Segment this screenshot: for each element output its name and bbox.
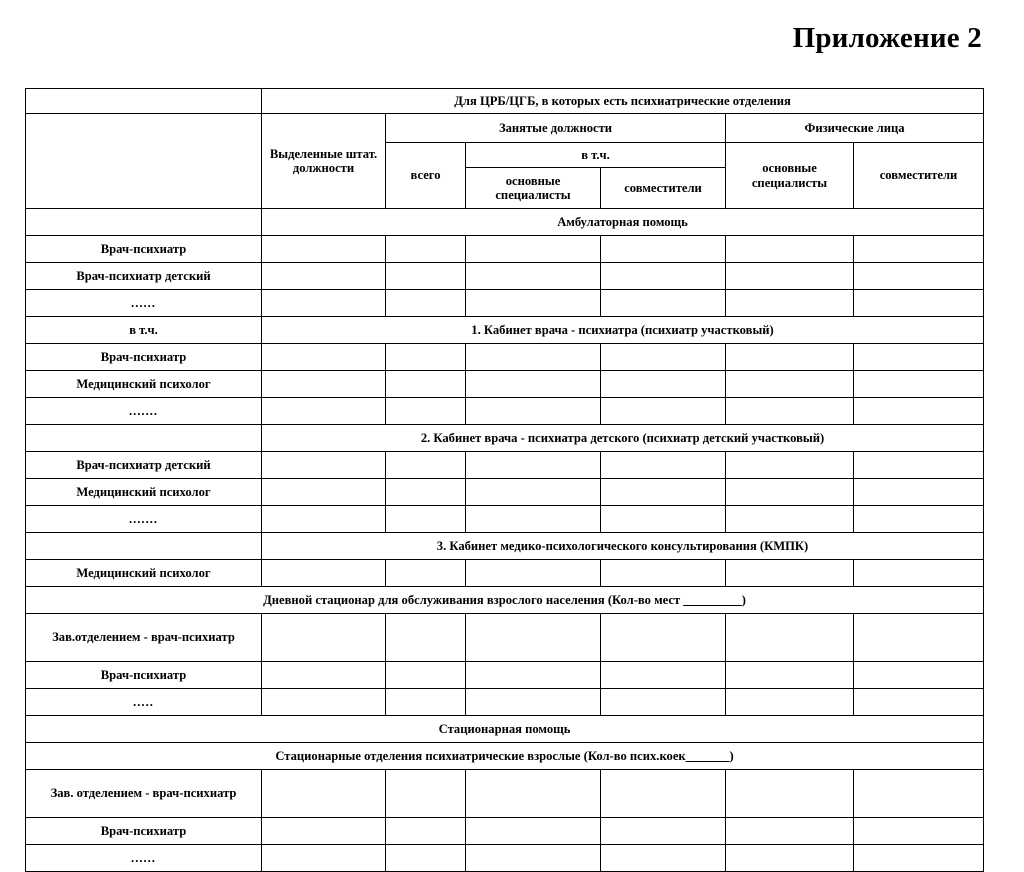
- cell-allocated[interactable]: [262, 263, 386, 290]
- row-label-psychiatrist: Врач-психиатр: [26, 236, 262, 263]
- cell-allocated[interactable]: [262, 452, 386, 479]
- row-label-medical-psychologist: Медицинский психолог: [26, 479, 262, 506]
- cell-allocated[interactable]: [262, 371, 386, 398]
- cell-occupied-main[interactable]: [466, 452, 601, 479]
- table-row: [26, 479, 984, 506]
- cell-persons-parttime[interactable]: [854, 770, 984, 818]
- cell-occupied-main[interactable]: [466, 398, 601, 425]
- table-row-banner: [26, 89, 984, 114]
- cell-occupied-total[interactable]: [386, 479, 466, 506]
- table-row: [26, 662, 984, 689]
- cell-persons-main[interactable]: [726, 371, 854, 398]
- day-hospital-blank-field[interactable]: ________: [683, 592, 742, 607]
- cell-persons-parttime[interactable]: [854, 398, 984, 425]
- row-label-dots: .....: [26, 689, 262, 716]
- cell-persons-parttime[interactable]: [854, 845, 984, 872]
- cell-occupied-parttime[interactable]: [601, 506, 726, 533]
- table-row: [26, 371, 984, 398]
- page-title: Приложение 2: [792, 22, 982, 54]
- cell-persons-parttime[interactable]: [854, 818, 984, 845]
- cell-persons-main[interactable]: [726, 845, 854, 872]
- section-cabinet-1-title: 1. Кабинет врача - психиатра (психиатр участковый): [262, 317, 984, 344]
- table-row: [26, 398, 984, 425]
- table-row-section-day-hospital: [26, 587, 984, 614]
- cell-allocated[interactable]: [262, 689, 386, 716]
- cell-allocated[interactable]: [262, 506, 386, 533]
- cell-occupied-total[interactable]: [386, 614, 466, 662]
- day-hospital-suffix: ): [741, 592, 746, 607]
- row-label-dots: ......: [26, 845, 262, 872]
- cell-occupied-main[interactable]: [466, 689, 601, 716]
- cell-occupied-total[interactable]: [386, 818, 466, 845]
- table-row: [26, 689, 984, 716]
- row-label-psychiatrist: Врач-психиатр: [26, 818, 262, 845]
- cell-occupied-total[interactable]: [386, 344, 466, 371]
- cell-persons-main[interactable]: [726, 818, 854, 845]
- cell-persons-main[interactable]: [726, 479, 854, 506]
- header-including: в т.ч.: [466, 143, 726, 168]
- cell-persons-parttime[interactable]: [854, 344, 984, 371]
- cell-persons-parttime[interactable]: [854, 506, 984, 533]
- cell-occupied-parttime[interactable]: [601, 560, 726, 587]
- section-cabinet-2-title: 2. Кабинет врача - психиатра детского (психиатр детский участковый): [262, 425, 984, 452]
- cell-occupied-total[interactable]: [386, 506, 466, 533]
- header-occupied-positions: Занятые должности: [386, 114, 726, 143]
- table-row: [26, 290, 984, 317]
- day-hospital-prefix: Дневной стационар для обслуживания взрослого населения (Кол-во мест: [263, 592, 684, 607]
- cell-allocated[interactable]: [262, 614, 386, 662]
- cell-occupied-parttime[interactable]: [601, 290, 726, 317]
- row-label-dots: .......: [26, 506, 262, 533]
- cell-persons-parttime[interactable]: [854, 371, 984, 398]
- cell-occupied-total[interactable]: [386, 560, 466, 587]
- cell-occupied-parttime[interactable]: [601, 263, 726, 290]
- cell-occupied-total[interactable]: [386, 452, 466, 479]
- cell-occupied-parttime[interactable]: [601, 689, 726, 716]
- cell-allocated[interactable]: [262, 479, 386, 506]
- row-label-dots: ......: [26, 290, 262, 317]
- cell-occupied-parttime[interactable]: [601, 845, 726, 872]
- header-pp-main-specialists: основные специалисты: [726, 143, 854, 209]
- cell-occupied-parttime[interactable]: [601, 770, 726, 818]
- cell-occupied-main[interactable]: [466, 662, 601, 689]
- cell-occupied-parttime[interactable]: [601, 614, 726, 662]
- section-inpatient-title: Стационарная помощь: [26, 716, 984, 743]
- section-outpatient-title: Амбулаторная помощь: [262, 209, 984, 236]
- cell-allocated[interactable]: [262, 344, 386, 371]
- cell-occupied-main[interactable]: [466, 479, 601, 506]
- cell-occupied-total[interactable]: [386, 770, 466, 818]
- cell-occupied-total[interactable]: [386, 371, 466, 398]
- cell-occupied-total[interactable]: [386, 236, 466, 263]
- table-row-section-cabinet-1: [26, 317, 984, 344]
- row-label-dots: .......: [26, 398, 262, 425]
- table-row: [26, 263, 984, 290]
- cell-occupied-main[interactable]: [466, 560, 601, 587]
- staffing-form-table: [25, 88, 984, 872]
- cell-occupied-parttime[interactable]: [601, 344, 726, 371]
- table-row-section-inpatient: [26, 716, 984, 743]
- staffing-form-table-wrapper: [25, 88, 983, 872]
- cell-allocated[interactable]: [262, 818, 386, 845]
- cell-occupied-parttime[interactable]: [601, 398, 726, 425]
- cell-occupied-total[interactable]: [386, 845, 466, 872]
- row-label-child-psychiatrist: Врач-психиатр детский: [26, 452, 262, 479]
- cell-occupied-main[interactable]: [466, 506, 601, 533]
- cell-persons-main[interactable]: [726, 689, 854, 716]
- cell-occupied-total[interactable]: [386, 662, 466, 689]
- table-row: [26, 344, 984, 371]
- row-label-including: в т.ч.: [26, 317, 262, 344]
- cell-occupied-parttime[interactable]: [601, 371, 726, 398]
- row-label-psychiatrist: Врач-психиатр: [26, 344, 262, 371]
- cell-occupied-parttime[interactable]: [601, 818, 726, 845]
- cell-persons-parttime[interactable]: [854, 662, 984, 689]
- table-row: [26, 506, 984, 533]
- cell-occupied-main[interactable]: [466, 344, 601, 371]
- cell-occupied-total[interactable]: [386, 290, 466, 317]
- header-physical-persons: Физические лица: [726, 114, 984, 143]
- cell-occupied-parttime[interactable]: [601, 662, 726, 689]
- cell-persons-main[interactable]: [726, 290, 854, 317]
- section-cabinet-2-left-blank: [26, 425, 262, 452]
- banner-left-blank: [26, 89, 262, 114]
- cell-occupied-main[interactable]: [466, 263, 601, 290]
- section-cabinet-3-left-blank: [26, 533, 262, 560]
- cell-allocated[interactable]: [262, 236, 386, 263]
- header-pp-part-time: совместители: [854, 143, 984, 209]
- row-label-medical-psychologist: Медицинский психолог: [26, 560, 262, 587]
- header-part-time: совместители: [601, 168, 726, 209]
- cell-occupied-main[interactable]: [466, 614, 601, 662]
- section-inpatient-dept-title: [26, 743, 984, 770]
- cell-persons-parttime[interactable]: [854, 290, 984, 317]
- header-allocated-positions: Выделенные штат. должности: [262, 114, 386, 209]
- cell-persons-parttime[interactable]: [854, 614, 984, 662]
- cell-persons-parttime[interactable]: [854, 263, 984, 290]
- cell-persons-main[interactable]: [726, 506, 854, 533]
- cell-persons-main[interactable]: [726, 662, 854, 689]
- cell-persons-parttime[interactable]: [854, 452, 984, 479]
- cell-persons-parttime[interactable]: [854, 689, 984, 716]
- table-row: [26, 845, 984, 872]
- cell-occupied-total[interactable]: [386, 263, 466, 290]
- cell-allocated[interactable]: [262, 560, 386, 587]
- cell-persons-main[interactable]: [726, 614, 854, 662]
- row-label-child-psychiatrist: Врач-психиатр детский: [26, 263, 262, 290]
- cell-allocated[interactable]: [262, 770, 386, 818]
- cell-occupied-parttime[interactable]: [601, 479, 726, 506]
- cell-allocated[interactable]: [262, 398, 386, 425]
- cell-persons-main[interactable]: [726, 236, 854, 263]
- cell-occupied-parttime[interactable]: [601, 236, 726, 263]
- table-row: [26, 236, 984, 263]
- row-label-head-of-dept: Зав.отделением - врач-психиатр: [26, 614, 262, 662]
- cell-persons-main[interactable]: [726, 263, 854, 290]
- cell-persons-parttime[interactable]: [854, 236, 984, 263]
- row-label-head-of-dept: Зав. отделением - врач-психиатр: [26, 770, 262, 818]
- banner-title: Для ЦРБ/ЦГБ, в которых есть психиатрические отделения: [262, 89, 984, 114]
- table-row-header-1: [26, 114, 984, 143]
- cell-persons-main[interactable]: [726, 344, 854, 371]
- cell-persons-main[interactable]: [726, 452, 854, 479]
- cell-occupied-main[interactable]: [466, 770, 601, 818]
- inpatient-dept-suffix: ): [729, 748, 734, 763]
- cell-persons-main[interactable]: [726, 398, 854, 425]
- table-row: [26, 770, 984, 818]
- table-row: [26, 818, 984, 845]
- table-row: [26, 452, 984, 479]
- cell-occupied-main[interactable]: [466, 236, 601, 263]
- cell-occupied-main[interactable]: [466, 845, 601, 872]
- header-main-specialists: основные специалисты: [466, 168, 601, 209]
- inpatient-dept-blank-field[interactable]: ______: [685, 748, 730, 763]
- cell-occupied-main[interactable]: [466, 818, 601, 845]
- cell-persons-parttime[interactable]: [854, 560, 984, 587]
- section-cabinet-3-title: 3. Кабинет медико-психологического консультирования (КМПК): [262, 533, 984, 560]
- cell-persons-main[interactable]: [726, 770, 854, 818]
- table-row: [26, 614, 984, 662]
- cell-occupied-parttime[interactable]: [601, 452, 726, 479]
- cell-allocated[interactable]: [262, 290, 386, 317]
- cell-persons-main[interactable]: [726, 560, 854, 587]
- header-corner-blank: [26, 114, 262, 209]
- table-row-section-cabinet-3: [26, 533, 984, 560]
- cell-occupied-total[interactable]: [386, 689, 466, 716]
- cell-allocated[interactable]: [262, 845, 386, 872]
- cell-persons-parttime[interactable]: [854, 479, 984, 506]
- header-total: всего: [386, 143, 466, 209]
- inpatient-dept-prefix: Стационарные отделения психиатрические взрослые (Кол-во псих.коек: [275, 748, 686, 763]
- cell-occupied-main[interactable]: [466, 290, 601, 317]
- section-outpatient-left-blank: [26, 209, 262, 236]
- table-row-section-inpatient-dept: [26, 743, 984, 770]
- table-row-section-cabinet-2: [26, 425, 984, 452]
- row-label-psychiatrist: Врач-психиатр: [26, 662, 262, 689]
- section-day-hospital-title: [26, 587, 984, 614]
- row-label-medical-psychologist: Медицинский психолог: [26, 371, 262, 398]
- cell-occupied-main[interactable]: [466, 371, 601, 398]
- table-row: [26, 560, 984, 587]
- table-row-section-outpatient: [26, 209, 984, 236]
- cell-allocated[interactable]: [262, 662, 386, 689]
- cell-occupied-total[interactable]: [386, 398, 466, 425]
